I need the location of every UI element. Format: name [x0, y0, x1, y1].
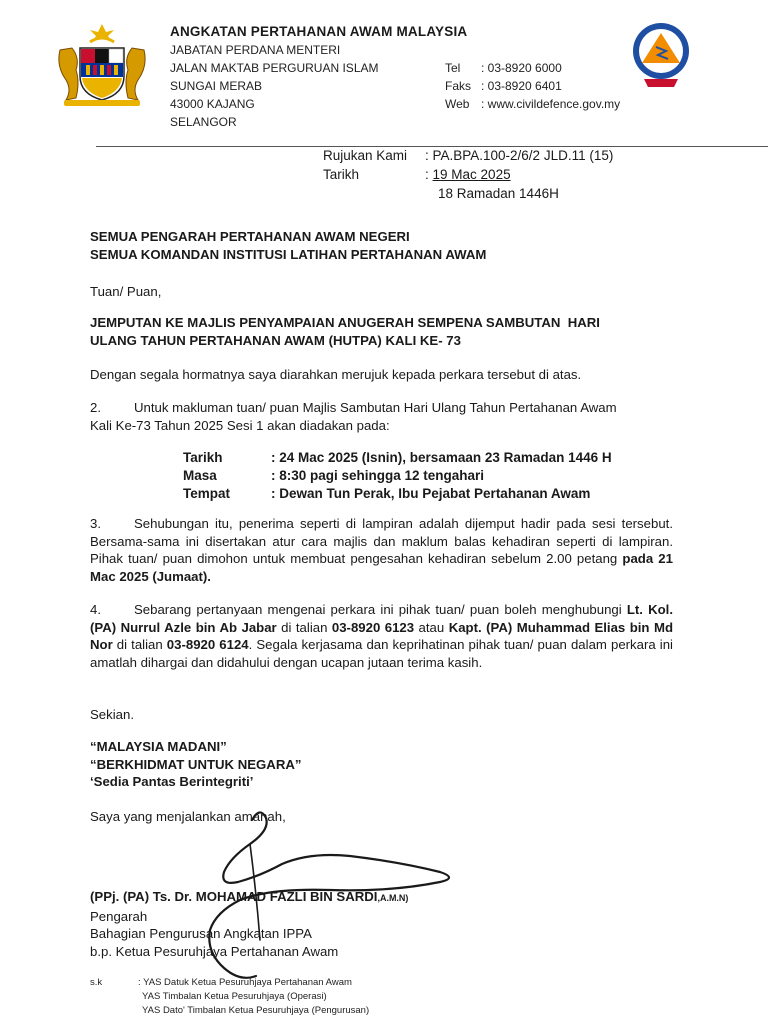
- contact-block: [445, 59, 620, 113]
- signatory-title: Pengarah: [90, 908, 148, 924]
- contact-phone-1: 03-8920 6123: [331, 619, 415, 635]
- paragraph-4-text: . Segala kerjasama dan keprihatinan pihak tuan/ puan dalam perkara ini amatlah dihargai dan didahului dengan ucapan jutaan terima kasih.: [90, 637, 673, 670]
- reference-block: [323, 146, 613, 203]
- web-label: Web: [445, 97, 470, 111]
- address-line: 43000 KAJANG: [170, 97, 255, 111]
- civil-defence-logo: [630, 21, 692, 95]
- web-value: : www.civildefence.gov.my: [481, 97, 621, 111]
- address-line: SELANGOR: [170, 115, 237, 129]
- paragraph-number: 4.: [90, 602, 101, 617]
- hijri-date: 18 Ramadan 1446H: [438, 186, 559, 201]
- signatory-name: (PPj. (PA) Ts. Dr. MOHAMAD FAZLI BIN SARDI: [90, 889, 378, 904]
- paragraph-3-bold: pada: [622, 551, 654, 566]
- detail-label: Masa: [183, 468, 217, 483]
- subject: [90, 314, 680, 349]
- contact-person-1: Lt. Kol. (PA) Nurrul Azle bin Ab Jabar: [90, 602, 673, 635]
- recipient-line: SEMUA KOMANDAN INSTITUSI LATIHAN PERTAHANAN AWAM: [90, 246, 487, 262]
- tel-row: [445, 59, 620, 77]
- detail-row: [183, 467, 612, 485]
- sign-off: Saya yang menjalankan amanah,: [90, 809, 286, 824]
- paragraph-2-line: [90, 399, 673, 417]
- paragraph-number: 2.: [90, 400, 101, 415]
- slogan-line: “BERKHIDMAT UNTUK NEGARA”: [90, 756, 302, 772]
- detail-row: [183, 485, 612, 503]
- reference-label: Rujukan Kami: [323, 148, 408, 163]
- cc-line: YAS Timbalan Ketua Pesuruhjaya (Operasi): [142, 991, 327, 1002]
- slogans: [90, 738, 673, 791]
- address-block: [170, 41, 379, 131]
- recipient-line: SEMUA PENGARAH PERTAHANAN AWAM NEGERI: [90, 229, 410, 244]
- coat-of-arms-logo: [46, 20, 158, 108]
- cc-row: [90, 976, 369, 990]
- event-details: [183, 449, 612, 503]
- address-line: JALAN MAKTAB PERGURUAN ISLAM: [170, 61, 379, 75]
- subject-line: JEMPUTAN KE MAJLIS PENYAMPAIAN ANUGERAH SEMPENA SAMBUTAN HARI: [90, 315, 600, 330]
- slogan-line: ‘Sedia Pantas Berintegriti’: [90, 774, 254, 789]
- paragraph-4-text: Sebarang pertanyaan mengenai perkara ini pihak tuan/ puan boleh menghubungi: [134, 602, 627, 617]
- detail-value: : 24 Mac 2025 (Isnin), bersamaan 23 Ramadan 1446 H: [271, 450, 612, 465]
- fax-row: [445, 77, 620, 95]
- date-value: 19 Mac 2025: [432, 167, 511, 182]
- slogan-line: “MALAYSIA MADANI”: [90, 739, 227, 754]
- cc-label: s.k: [90, 977, 103, 988]
- signatory-block: [90, 888, 673, 960]
- detail-label: Tempat: [183, 486, 231, 501]
- detail-value: : Dewan Tun Perak, Ibu Pejabat Pertahanan Awam: [271, 486, 591, 501]
- paragraph-2-text-2: Kali Ke-73 Tahun 2025 Sesi 1 akan diadakan pada:: [90, 417, 390, 433]
- paragraph-4: [90, 601, 673, 671]
- date-colon: :: [425, 167, 429, 182]
- detail-label: Tarikh: [183, 450, 223, 465]
- signatory-name-row: [90, 888, 673, 908]
- date-row: [323, 165, 613, 184]
- closing: Sekian.: [90, 707, 134, 722]
- signatory-title: Bahagian Pengurusan Angkatan IPPA: [90, 926, 312, 941]
- date-label: Tarikh: [323, 167, 360, 182]
- paragraph-4-text: di talian: [276, 619, 332, 635]
- reference-row: [323, 146, 613, 165]
- tel-label: Tel: [445, 61, 461, 75]
- paragraph-3-text: Sehubungan itu, penerima seperti di lampiran adalah dijemput hadir pada sesi tersebut. Bersama-sama ini disertakan atur cara majlis dan maklum balas kehadiran seperti di lampiran. Pihak tuan/ puan dimohon untuk membuat pengesahan kehadiran sebelum 2.00 petang: [90, 516, 673, 566]
- tel-value: : 03-8920 6000: [481, 61, 562, 75]
- cc-line: YAS Dato' Timbalan Ketua Pesuruhjaya (Pengurusan): [142, 1005, 370, 1016]
- paragraph-3: [90, 515, 673, 585]
- paragraph-2: [90, 399, 673, 434]
- address-line: SUNGAI MERAB: [170, 79, 263, 93]
- carbon-copy: [90, 976, 369, 1018]
- paragraph-4-text: di talian: [112, 637, 167, 652]
- detail-value: : 8:30 pagi sehingga 12 tengahari: [271, 468, 485, 483]
- reference-value: : PA.BPA.100-2/6/2 JLD.11 (15): [425, 148, 614, 163]
- paragraph-2-text: Untuk makluman tuan/ puan Majlis Sambutan Hari Ulang Tahun Pertahanan Awam: [134, 400, 617, 415]
- address-line: JABATAN PERDANA MENTERI: [170, 43, 341, 57]
- subject-line: ULANG TAHUN PERTAHANAN AWAM (HUTPA) KALI KE- 73: [90, 332, 461, 348]
- cc-line: : YAS Datuk Ketua Pesuruhjaya Pertahanan Awam: [138, 977, 352, 988]
- detail-row: [183, 449, 612, 467]
- signatory-title: b.p. Ketua Pesuruhjaya Pertahanan Awam: [90, 943, 339, 959]
- contact-phone-2: 03-8920 6124: [166, 637, 249, 652]
- contact-person-2: Kapt. (PA) Muhammad Elias bin Md Nor: [90, 619, 673, 652]
- signatory-honorific: ,A.M.N): [377, 893, 409, 903]
- paragraph-1: Dengan segala hormatnya saya diarahkan merujuk kepada perkara tersebut di atas.: [90, 367, 582, 382]
- web-row: [445, 95, 620, 113]
- paragraph-number: 3.: [90, 516, 101, 531]
- paragraph-4-text: atau: [414, 619, 449, 635]
- recipients: [90, 228, 673, 263]
- paragraph-3-deadline: 21 Mac 2025 (Jumaat).: [90, 551, 673, 584]
- fax-value: : 03-8920 6401: [481, 79, 562, 93]
- organization-name: ANGKATAN PERTAHANAN AWAM MALAYSIA: [170, 24, 468, 39]
- salutation: Tuan/ Puan,: [90, 284, 162, 299]
- fax-label: Faks: [445, 79, 472, 93]
